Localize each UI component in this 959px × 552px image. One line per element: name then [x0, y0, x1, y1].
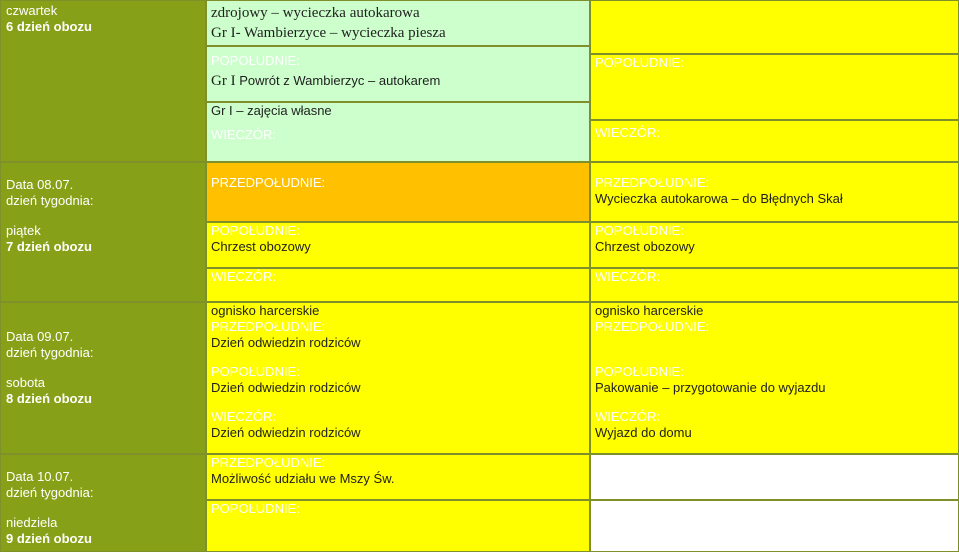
evening-label: WIECZÓR: [211, 409, 276, 424]
sun-morning-group1 [206, 454, 590, 500]
day-name: piątek [6, 223, 41, 238]
thu-evening-group2 [590, 120, 959, 162]
activity-text: Dzień odwiedzin rodziców [211, 335, 361, 350]
day-name: niedziela [6, 515, 58, 530]
day-name: czwartek [6, 3, 58, 18]
thu-afternoon-group2 [590, 54, 959, 120]
sat-group1 [206, 302, 590, 454]
activity-text: Wyjazd do domu [595, 425, 692, 440]
day-number: 8 dzień obozu [6, 391, 92, 406]
afternoon-label: POPOŁUDNIE: [211, 501, 300, 516]
activity-text: Chrzest obozowy [211, 239, 311, 254]
activity-text: Gr I – zajęcia własne [211, 103, 332, 118]
activity-text: Dzień odwiedzin rodziców [211, 380, 361, 395]
weekday-label: dzień tygodnia: [6, 485, 94, 500]
afternoon-label: POPOŁUDNIE: [211, 364, 300, 379]
morning-label: PRZEDPOŁUDNIE: [595, 319, 710, 334]
morning-label: PRZEDPOŁUDNIE: [595, 175, 710, 190]
sun-morning-group2 [590, 454, 959, 500]
activity-text: Możliwość udziału we Mszy Św. [211, 471, 395, 486]
activity-text: Chrzest obozowy [595, 239, 695, 254]
day-number: 6 dzień obozu [6, 19, 92, 34]
day-number: 9 dzień obozu [6, 531, 92, 546]
activity-text: ognisko harcerskie [595, 303, 704, 318]
day-date: Data 09.07. [6, 329, 74, 344]
evening-label: WIECZÓR: [595, 269, 660, 284]
day-number: 7 dzień obozu [6, 239, 92, 254]
fri-evening-group2 [590, 268, 959, 302]
activity-text: Dzień odwiedzin rodziców [211, 425, 361, 440]
weekday-label: dzień tygodnia: [6, 345, 94, 360]
sun-afternoon-group1 [206, 500, 590, 552]
day-name: sobota [6, 375, 46, 390]
morning-label: PRZEDPOŁUDNIE: [211, 319, 326, 334]
day-date: Data 08.07. [6, 177, 74, 192]
evening-label: WIECZÓR: [211, 269, 276, 284]
fri-morning-group2 [590, 162, 959, 222]
morning-label: PRZEDPOŁUDNIE: [211, 175, 326, 190]
day-date: Data 10.07. [6, 469, 74, 484]
day-cell-friday [0, 162, 206, 302]
fri-evening-group1 [206, 268, 590, 302]
activity-text: Pakowanie – przygotowanie do wyjazdu [595, 380, 826, 395]
sun-afternoon-group2 [590, 500, 959, 552]
thu-morning-group2 [590, 0, 959, 54]
afternoon-label: POPOŁUDNIE: [595, 223, 684, 238]
sat-group2 [590, 302, 959, 454]
thu-free-time-group1 [206, 102, 590, 162]
fri-morning-group1 [206, 162, 590, 222]
morning-label: PRZEDPOŁUDNIE: [211, 455, 326, 470]
activity-text: Gr I- Wambierzyce – wycieczka piesza [211, 25, 446, 41]
fri-afternoon-group1 [206, 222, 590, 268]
afternoon-label: POPOŁUDNIE: [211, 53, 300, 68]
day-cell-sunday [0, 454, 206, 552]
afternoon-label: POPOŁUDNIE: [595, 55, 684, 70]
evening-label: WIECZÓR: [595, 125, 660, 140]
day-cell-thursday [0, 0, 206, 162]
activity-text: ognisko harcerskie [211, 303, 320, 318]
evening-label: WIECZÓR: [595, 409, 660, 424]
afternoon-label: POPOŁUDNIE: [211, 223, 300, 238]
activity-text: Wycieczka autokarowa – do Błędnych Skał [595, 191, 843, 206]
afternoon-label: POPOŁUDNIE: [595, 364, 684, 379]
fri-afternoon-group2 [590, 222, 959, 268]
activity-text [211, 71, 585, 91]
activity-text: zdrojowy – wycieczka autokarowa [211, 5, 420, 21]
group-prefix: Gr I [211, 73, 236, 89]
evening-label: WIECZÓR: [211, 127, 276, 142]
thu-afternoon-group1 [206, 46, 590, 102]
activity-detail: Powrót z Wambierzyc – autokarem [235, 73, 441, 88]
thu-morning-group1 [206, 0, 590, 46]
weekday-label: dzień tygodnia: [6, 193, 94, 208]
day-cell-saturday [0, 302, 206, 454]
